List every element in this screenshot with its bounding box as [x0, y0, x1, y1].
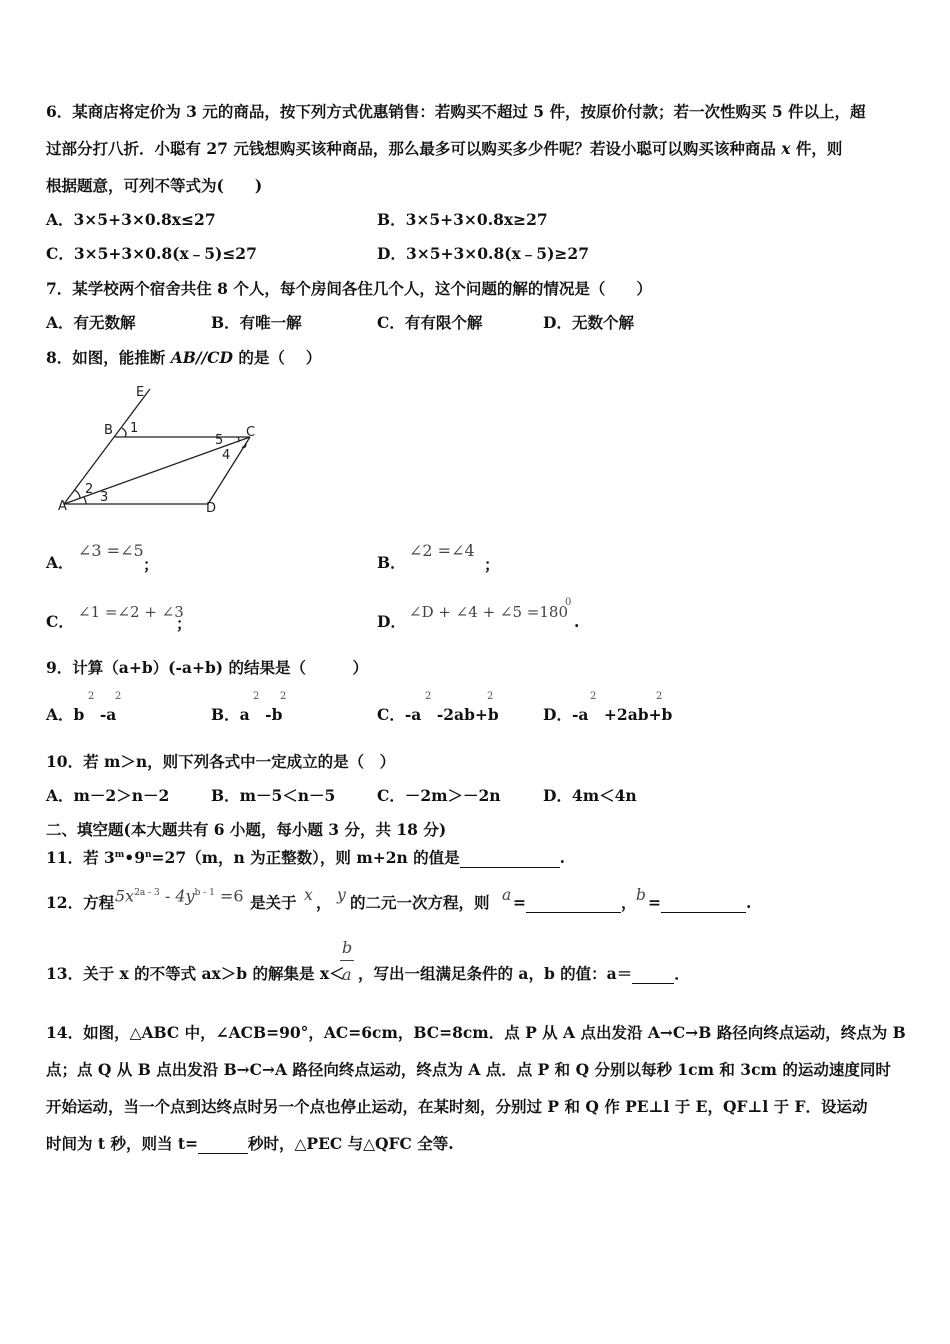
- q12-eq-part2: - 4y: [159, 886, 195, 906]
- q10-option-a: A．m－2＞n－2: [46, 786, 170, 805]
- q13-fraction-numerator: b: [342, 938, 353, 957]
- q8-option-b-label: B．: [377, 553, 406, 572]
- q9-option-b: B．a -b: [211, 705, 283, 724]
- q12-prefix: 12．方程: [46, 893, 115, 912]
- q8-option-c-math: ∠1 =∠2 + ∠3: [78, 603, 184, 621]
- q8-stem-b: AB//CD: [170, 348, 233, 367]
- q9-option-b-exp1: 2: [253, 691, 260, 702]
- q11-part-c: =27（m，n 为正整数），则 m+2n 的值是: [151, 848, 460, 868]
- q12-answer-a: [513, 893, 637, 913]
- label-a: A: [58, 499, 67, 514]
- q12-eq-sign-a: =: [513, 893, 526, 912]
- label-angle-5: 5: [215, 433, 224, 448]
- q12-var-y: y: [337, 886, 346, 904]
- q7-option-a: A．有无数解: [46, 313, 136, 332]
- q12-eq-part3: =6: [214, 886, 244, 906]
- q6-line2a: 过部分打八折．小聪有 27 元钱想购买该种商品，那么最多可以购买多少件呢？若设小聪可以购买该种商品: [46, 139, 782, 158]
- q10-stem: 10．若 m＞n，则下列各式中一定成立的是（ ）: [46, 752, 396, 771]
- label-angle-1: 1: [130, 421, 139, 436]
- q8-option-b-sep: ；: [484, 555, 500, 574]
- q7-option-c: C．有有限个解: [377, 313, 483, 332]
- q6-option-d: D．3×5+3×0.8(x﹣5)≥27: [377, 244, 589, 263]
- q8-stem: [46, 348, 321, 368]
- q9-stem: 9．计算（a+b）(-a+b) 的结果是（ ）: [46, 658, 369, 677]
- q8-option-b-math: ∠2 =∠4: [409, 541, 475, 560]
- q6-var: x: [781, 139, 791, 158]
- q11-answer-blank[interactable]: [460, 851, 560, 868]
- q7-option-b: B．有唯一解: [211, 313, 302, 332]
- q13-fraction-bar: [340, 960, 354, 961]
- q12-text-b: 是关于: [250, 893, 297, 912]
- q14-line2: 点；点 Q 从 B 点出发沿 B→C→A 路径向终点运动，终点为 A 点．点 P 和 Q 分别以每秒 1cm 和 3cm 的运动速度同时: [46, 1060, 891, 1079]
- angle-arc-2: [75, 490, 80, 498]
- q9-option-a-exp1: 2: [88, 691, 95, 702]
- q13-fraction-denominator: a: [342, 965, 352, 984]
- q9-option-d-exp1: 2: [590, 691, 597, 702]
- q11-exp-m: m: [114, 850, 125, 860]
- q14-line3: 开始运动，当一个点到达终点时另一个点也停止运动，在某时刻，分别过 P 和 Q 作 PE⊥l 于 E，QF⊥l 于 F．设运动: [46, 1097, 868, 1116]
- q14-answer-blank[interactable]: [198, 1137, 248, 1154]
- q7-option-d: D．无数个解: [543, 313, 634, 332]
- q9-option-c: C．-a -2ab+b: [377, 705, 499, 724]
- q6-line1: 6．某商店将定价为 3 元的商品，按下列方式优惠销售：若购买不超过 5 件，按原价付款；若一次性购买 5 件以上，超: [46, 102, 866, 121]
- q12-exp2: b - 1: [194, 888, 215, 898]
- q12-text-c: 的二元一次方程，则: [350, 893, 490, 912]
- q8-option-d-sep: .: [574, 612, 580, 631]
- q12-exp1: 2a - 3: [134, 888, 160, 898]
- q11: [46, 845, 565, 868]
- q9-option-a-exp2: 2: [115, 691, 122, 702]
- q11-part-b: •9: [124, 848, 145, 868]
- q11-end: .: [559, 848, 566, 868]
- angle-arc-1: [122, 428, 126, 437]
- q6-line3: 根据题意，可列不等式为( ): [46, 176, 263, 195]
- q6-option-c: C．3×5+3×0.8(x﹣5)≤27: [46, 244, 257, 263]
- q8-stem-c: 的是（ ）: [232, 348, 322, 367]
- q8-option-d-degree: 0: [565, 597, 572, 608]
- q9-option-c-exp2: 2: [487, 691, 494, 702]
- q13-text-b: ，写出一组满足条件的 a，b 的值：a＝: [358, 964, 633, 983]
- label-angle-2: 2: [85, 482, 94, 497]
- angle-arc-3: [84, 497, 86, 504]
- q8-option-a-math: ∠3 =∠5: [78, 541, 144, 560]
- q12-eq-part1: 5x: [115, 886, 135, 906]
- angle-arc-5: [238, 437, 239, 442]
- label-e: E: [136, 385, 145, 400]
- q7-stem: 7．某学校两个宿舍共住 8 个人，每个房间各住几个人，这个问题的解的情况是（ ）: [46, 279, 652, 298]
- q12-equation: [115, 883, 244, 906]
- q12-sep: ，: [621, 893, 637, 912]
- label-angle-4: 4: [222, 448, 231, 463]
- q6-option-a: A．3×5+3×0.8x≤27: [46, 210, 216, 229]
- q9-option-b-exp2: 2: [280, 691, 287, 702]
- q8-option-a-label: A．: [46, 553, 74, 572]
- q9-option-d: D．-a +2ab+b: [543, 705, 673, 724]
- q13-answer-blank[interactable]: [632, 967, 674, 984]
- q12-var-x: x: [304, 886, 313, 904]
- q12-answer-a-blank[interactable]: [526, 896, 621, 913]
- q8-option-c-label: C．: [46, 612, 74, 631]
- label-d: D: [206, 501, 217, 515]
- q14-line4: [46, 1134, 454, 1154]
- angle-arc-4: [242, 443, 246, 448]
- q9-option-d-exp2: 2: [656, 691, 663, 702]
- q8-option-d-label: D．: [377, 612, 406, 631]
- q12-answer-b: [648, 893, 751, 913]
- q11-exp-n: n: [145, 850, 152, 860]
- label-b: B: [104, 423, 113, 438]
- q8-stem-a: 8．如图，能推断: [46, 348, 171, 367]
- section-fill-in-heading: 二、填空题(本大题共有 6 小题，每小题 3 分，共 18 分): [46, 820, 447, 839]
- q8-option-a-sep: ；: [143, 555, 159, 574]
- q6-option-b: B．3×5+3×0.8x≥27: [377, 210, 548, 229]
- q12-eq-sign-b: =: [648, 893, 661, 912]
- q12-var-a: a: [502, 886, 512, 904]
- q12-end: .: [746, 893, 752, 912]
- q10-option-d: D．4m＜4n: [543, 786, 637, 805]
- q14-line4a: 时间为 t 秒，则当 t=: [46, 1134, 198, 1153]
- q13-prefix: 13．关于 x 的不等式 ax＞b 的解集是 x＜: [46, 964, 345, 983]
- q14-line1: 14．如图，△ABC 中，∠ACB=90°，AC=6cm，BC=8cm．点 P 从 A 点出发沿 A→C→B 路径向终点运动，终点为 B: [46, 1023, 906, 1042]
- q11-part-a: 11．若 3: [46, 848, 115, 868]
- parallelogram-figure: [50, 380, 280, 515]
- q9-option-c-exp1: 2: [425, 691, 432, 702]
- label-c: C: [246, 425, 256, 440]
- q9-option-a: A．b -a: [46, 705, 117, 724]
- q10-option-c: C．－2m＞－2n: [377, 786, 501, 805]
- q12-var-b: b: [636, 886, 646, 904]
- q8-option-d-math: ∠D + ∠4 + ∠5 =180: [409, 603, 568, 621]
- q8-option-c-sep: ；: [176, 614, 192, 633]
- q12-comma: ，: [316, 893, 332, 912]
- q12-answer-b-blank[interactable]: [661, 896, 746, 913]
- q13-end: ．: [674, 964, 690, 983]
- line-ae: [64, 389, 150, 504]
- label-angle-3: 3: [100, 490, 109, 505]
- q6-line2b: 件，则: [790, 139, 843, 158]
- q14-line4b: 秒时，△PEC 与△QFC 全等.: [248, 1134, 454, 1153]
- q10-option-b: B．m－5＜n－5: [211, 786, 336, 805]
- q13-suffix: [358, 964, 690, 984]
- q6-line2: [46, 139, 842, 159]
